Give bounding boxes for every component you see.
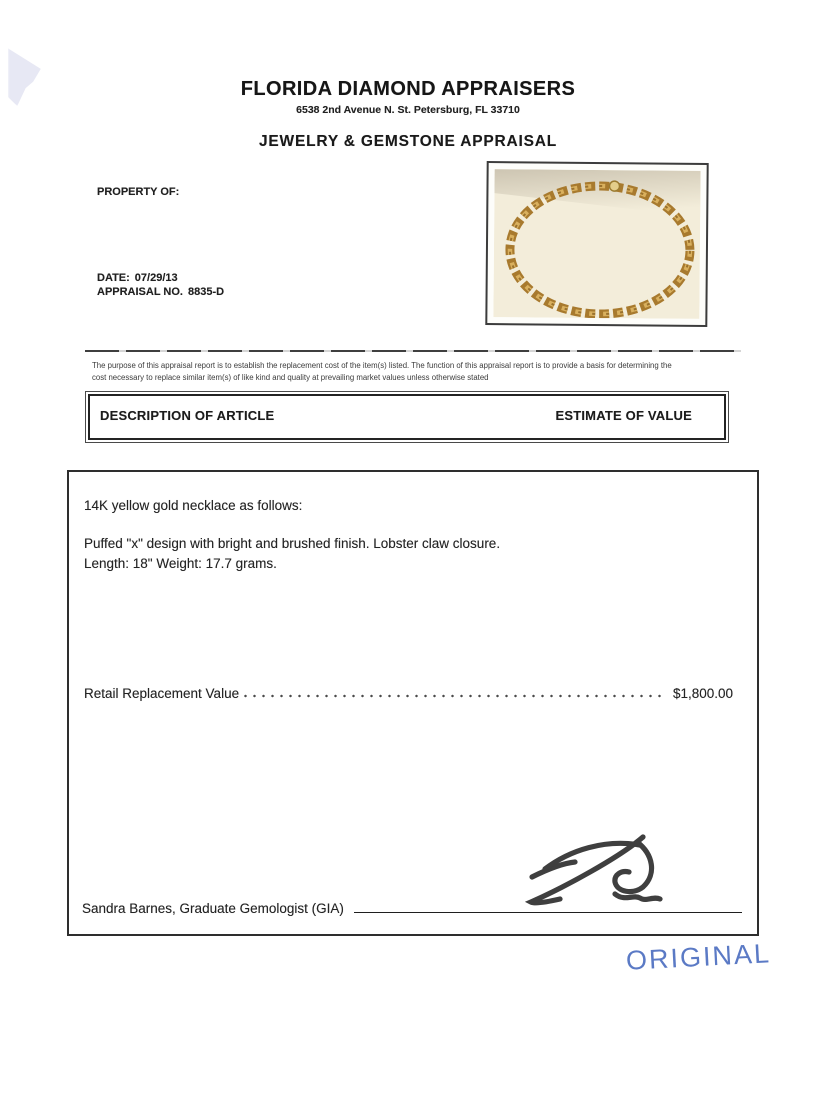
value-amount: $1,800.00: [672, 686, 733, 701]
article-detail-2: Length: 18" Weight: 17.7 grams.: [84, 556, 277, 571]
disclaimer-text: [92, 360, 726, 383]
original-stamp: ORIGINAL: [625, 938, 772, 976]
document-title: JEWELRY & GEMSTONE APPRAISAL: [259, 133, 557, 150]
divider-rule: [85, 350, 741, 352]
article-intro: 14K yellow gold necklace as follows:: [84, 498, 303, 513]
dot-leader: [241, 684, 667, 698]
value-label: Retail Replacement Value: [84, 686, 240, 701]
appraisal-no-label: APPRAISAL NO.: [97, 286, 183, 298]
replacement-value-row: [84, 684, 733, 701]
disclaimer-line-2: cost necessary to replace similar item(s) of like kind and quality at prevailing market values unless otherwise stated: [92, 372, 489, 382]
date-value: 07/29/13: [134, 272, 178, 284]
signature-row: [82, 895, 742, 916]
signature-line: [354, 895, 742, 913]
article-description-box: [67, 470, 759, 936]
article-detail-1: Puffed "x" design with bright and brushed finish. Lobster claw closure.: [84, 536, 501, 551]
disclaimer-line-1: The purpose of this appraisal report is to establish the replacement cost of the item(s) listed. The function of this appraisal report is to provide a basis for determining the: [92, 361, 672, 370]
company-address: 6538 2nd Avenue N. St. Petersburg, FL 33710: [296, 104, 520, 116]
estimate-column-label: ESTIMATE OF VALUE: [555, 408, 692, 423]
date-row: [97, 272, 183, 284]
signer-name: Sandra Barnes, Graduate Gemologist (GIA): [82, 901, 344, 916]
appraisal-number-row: [97, 286, 229, 298]
description-column-label: DESCRIPTION OF ARTICLE: [100, 408, 275, 423]
property-of-label: PROPERTY OF:: [97, 186, 180, 198]
columns-header-box: [88, 394, 726, 440]
necklace-clasp: [609, 181, 619, 191]
necklace-photo: [493, 169, 700, 319]
date-label: DATE:: [97, 272, 130, 284]
appraisal-no-value: 8835-D: [187, 286, 225, 298]
company-name: FLORIDA DIAMOND APPRAISERS: [240, 78, 576, 100]
necklace-photo-frame: [485, 161, 708, 327]
